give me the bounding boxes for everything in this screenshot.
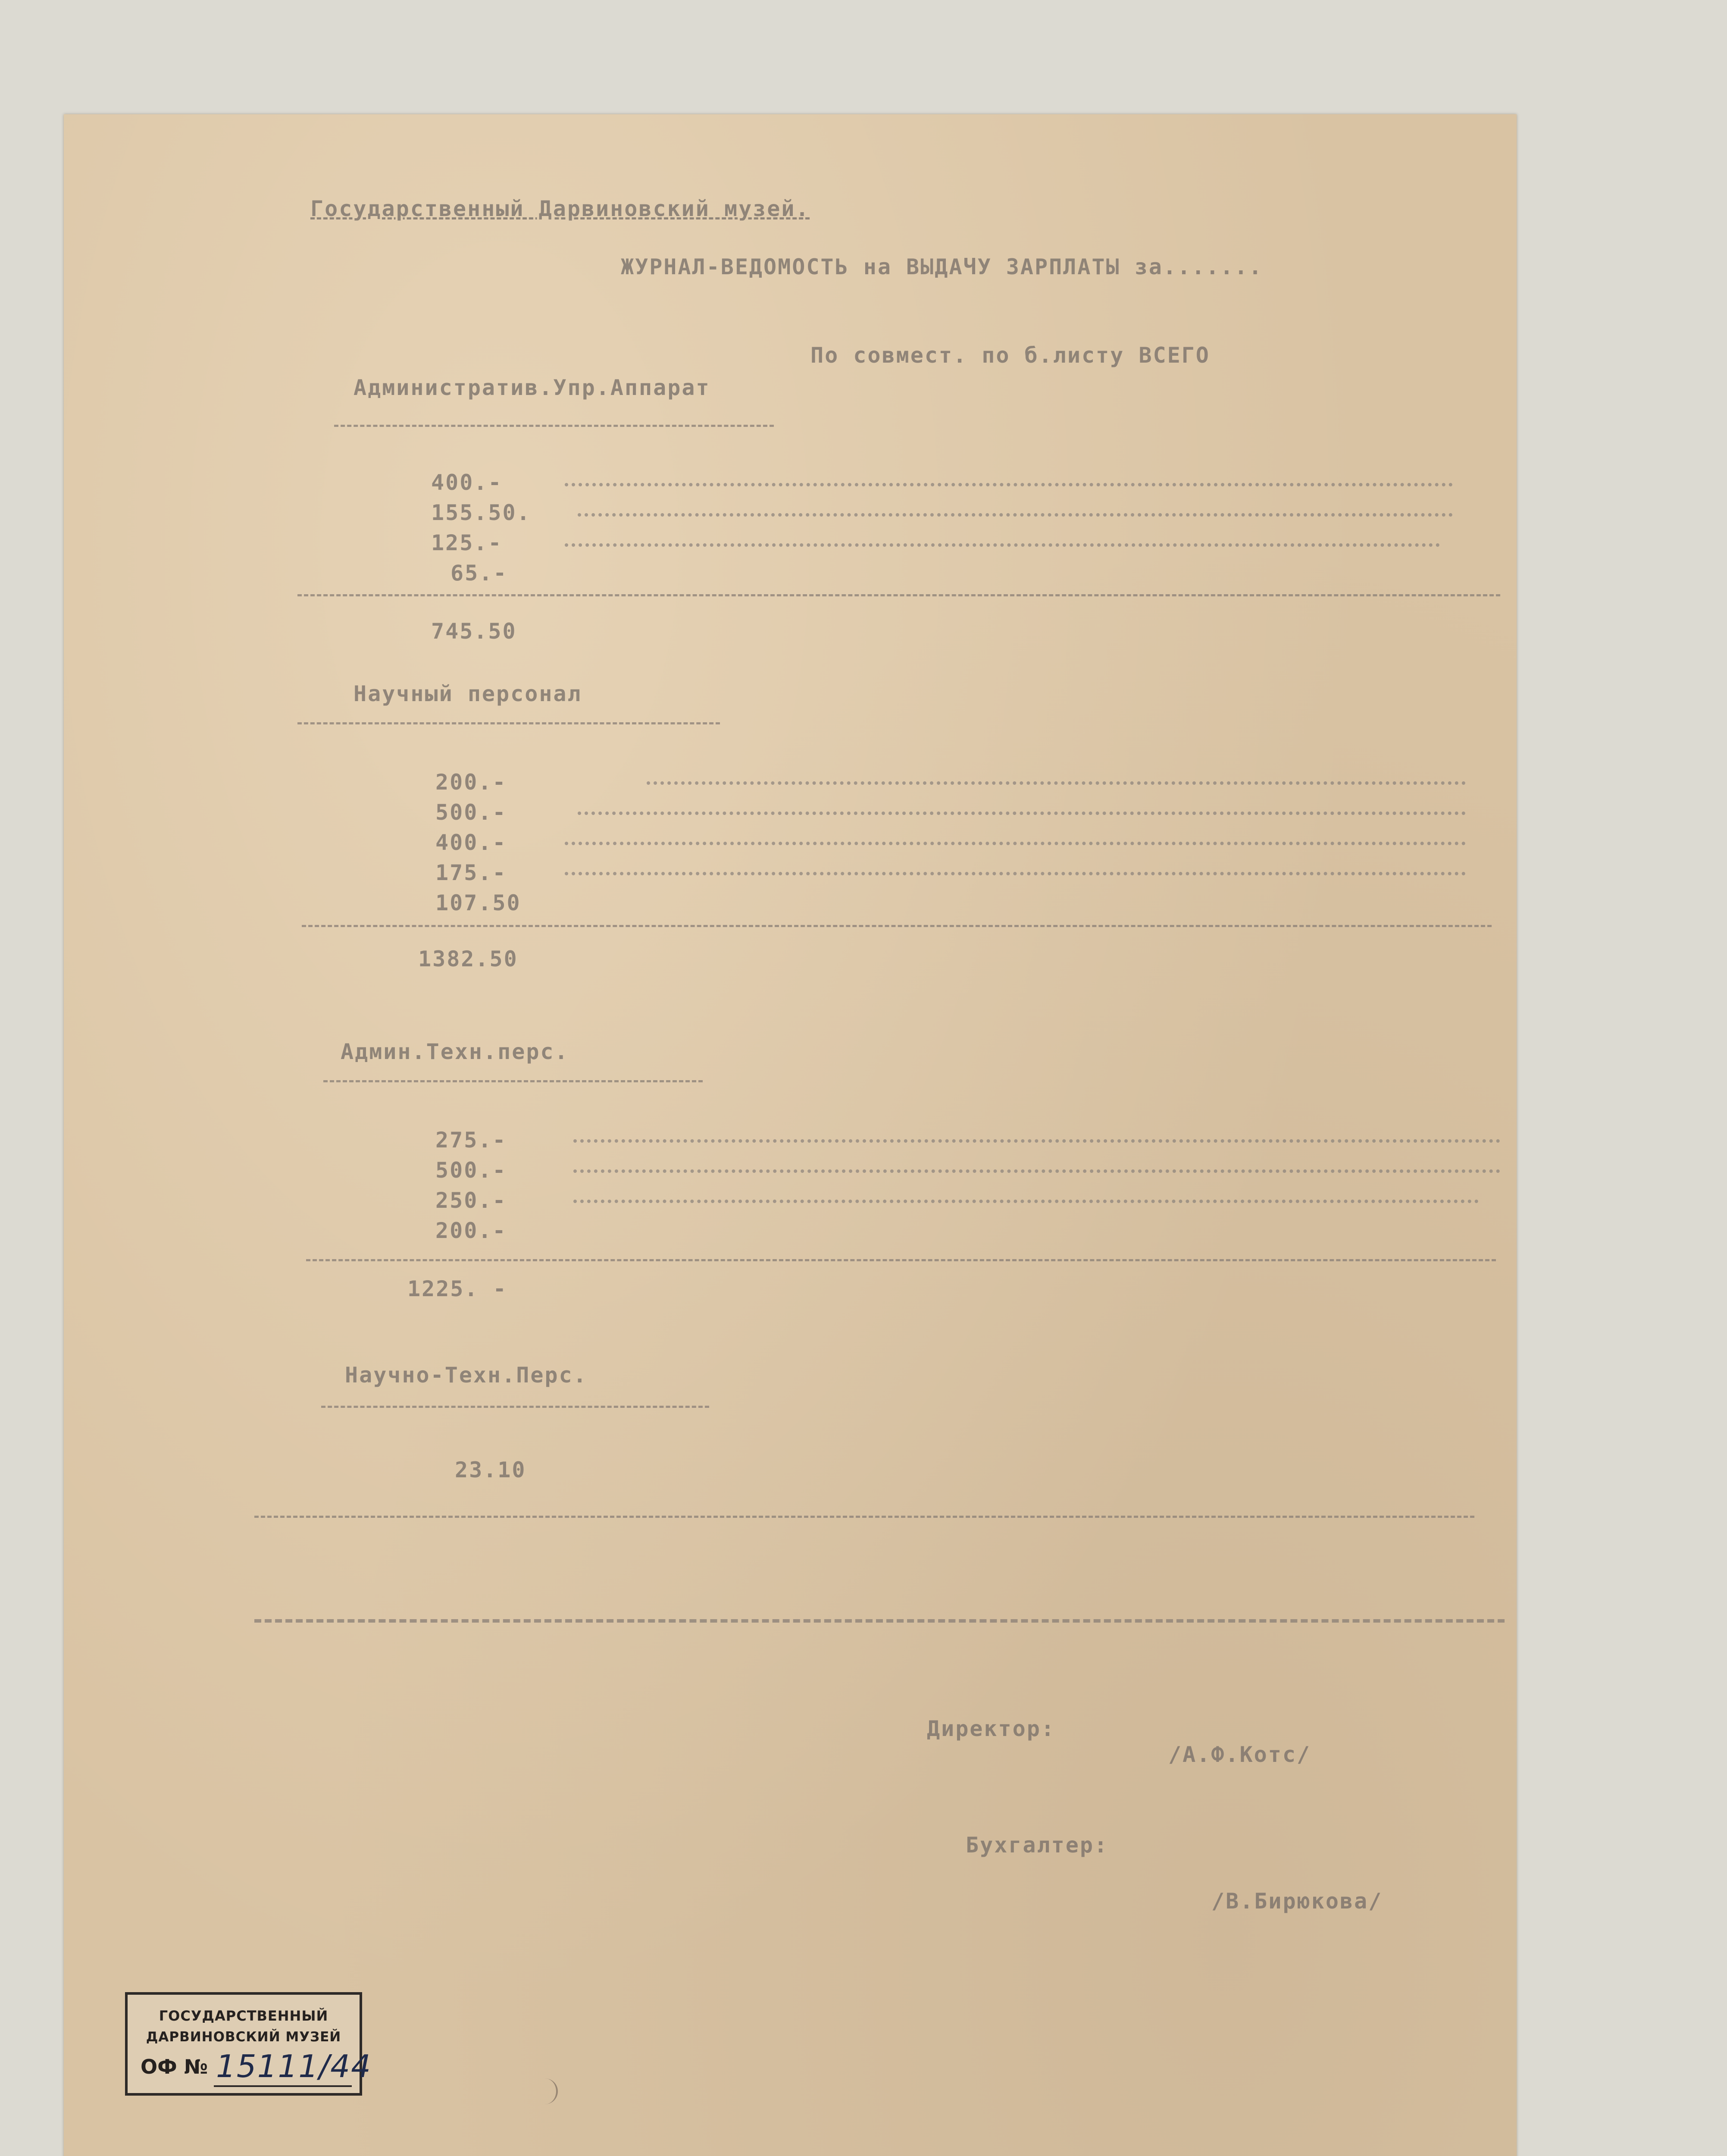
section-rule xyxy=(254,1516,1474,1518)
heading-underline xyxy=(297,722,720,724)
museum-stamp xyxy=(125,1992,372,2096)
section-heading: Научный персонал xyxy=(354,681,582,706)
amount-row: 23.10 xyxy=(455,1457,526,1482)
dot-leader xyxy=(573,1169,1500,1173)
heading-underline xyxy=(323,1080,703,1082)
amount-row: 400.- xyxy=(435,830,507,855)
section-total: 1225. - xyxy=(407,1276,507,1301)
column-headers: По совмест. по б.листу ВСЕГО xyxy=(810,343,1210,368)
amount-row: 65.- xyxy=(451,561,508,586)
amount-row: 155.50. xyxy=(431,500,531,525)
section-rule xyxy=(306,1259,1496,1261)
stamp-prefix: ОФ № xyxy=(141,2055,208,2078)
section-rule xyxy=(297,594,1500,596)
stamp-line-1: ГОСУДАРСТВЕННЫЙ xyxy=(159,2008,329,2024)
dot-leader xyxy=(573,1139,1500,1143)
stamp-line-2: ДАРВИНОВСКИЙ МУЗЕЙ xyxy=(146,2029,341,2045)
director-label: Директор: xyxy=(927,1716,1055,1741)
dot-leader xyxy=(565,872,1466,875)
amount-row: 200.- xyxy=(435,1218,507,1243)
stamp-inventory-number: 15111/44 xyxy=(216,2048,372,2084)
amount-row: 107.50 xyxy=(435,890,521,915)
accountant-name: /В.Бирюкова/ xyxy=(1211,1889,1383,1914)
director-name: /А.Ф.Котс/ xyxy=(1168,1742,1311,1767)
heading-underline xyxy=(334,425,774,427)
dot-leader xyxy=(565,842,1466,845)
amount-row: 250.- xyxy=(435,1188,507,1213)
dot-leader xyxy=(578,513,1453,517)
amount-row: 400.- xyxy=(431,470,503,495)
amount-row: 275.- xyxy=(435,1128,507,1153)
section-total: 1382.50 xyxy=(418,946,518,971)
section-total: 745.50 xyxy=(431,619,517,644)
dot-leader xyxy=(578,812,1466,815)
document-title: ЖУРНАЛ-ВЕДОМОСТЬ на ВЫДАЧУ ЗАРПЛАТЫ за....... xyxy=(621,254,1263,279)
amount-row: 125.- xyxy=(431,530,503,555)
heading-underline xyxy=(321,1406,709,1408)
amount-row: 200.- xyxy=(435,770,507,795)
amount-row: 500.- xyxy=(435,1158,507,1183)
dot-leader xyxy=(565,543,1440,547)
section-heading: Административ.Упр.Аппарат xyxy=(354,375,710,400)
accountant-label: Бухгалтер: xyxy=(966,1833,1109,1858)
document-page xyxy=(64,114,1517,2156)
amount-row: 175.- xyxy=(435,860,507,885)
amount-row: 500.- xyxy=(435,800,507,825)
section-rule xyxy=(302,925,1492,927)
closing-rule xyxy=(254,1619,1505,1623)
section-heading: Научно-Техн.Перс. xyxy=(345,1363,588,1388)
stamp-number-underline xyxy=(214,2085,352,2087)
institution-title: Государственный Дарвиновский музей. xyxy=(310,196,810,221)
dot-leader xyxy=(647,781,1466,785)
section-heading: Админ.Техн.перс. xyxy=(341,1039,569,1064)
dot-leader xyxy=(573,1200,1479,1203)
dot-leader xyxy=(565,483,1453,486)
